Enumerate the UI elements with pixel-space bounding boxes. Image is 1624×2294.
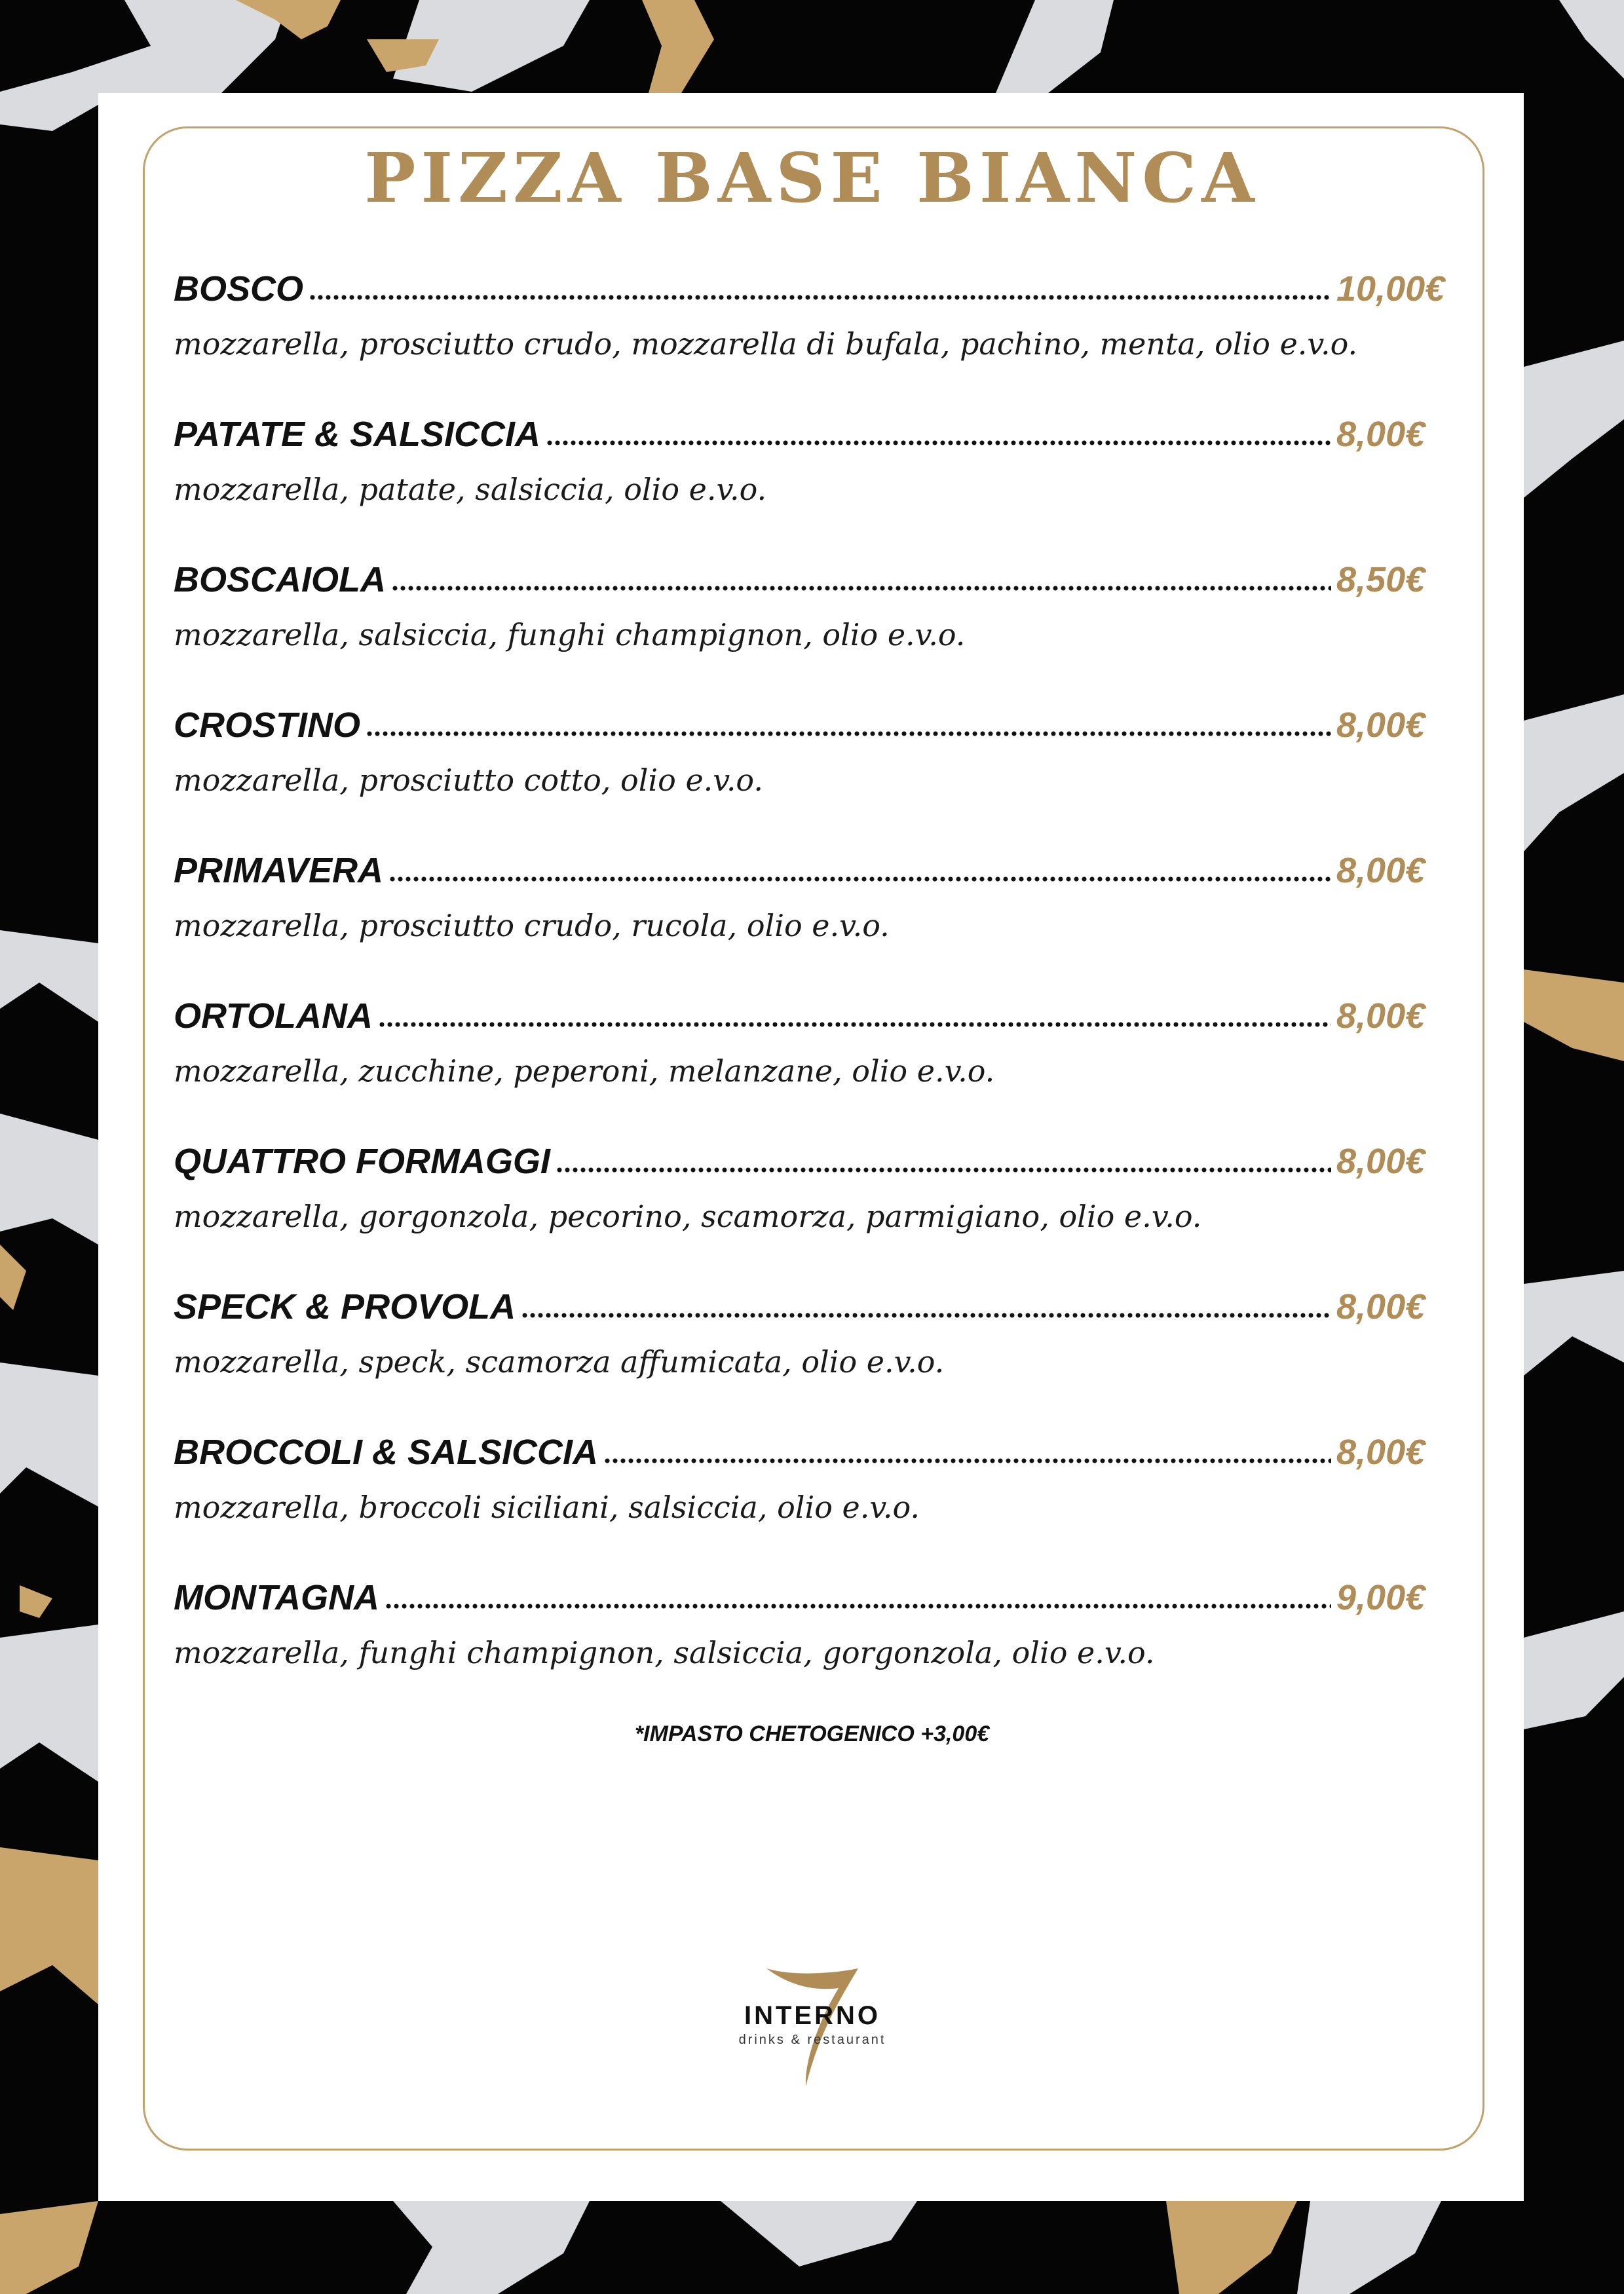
menu-item-name: QUATTRO FORMAGGI	[174, 1142, 550, 1181]
menu-item-price: 8,00€	[1336, 1287, 1426, 1326]
menu-item-name: BROCCOLI & SALSICCIA	[174, 1433, 598, 1472]
menu-item-row	[174, 1577, 1448, 1630]
menu-item-row	[174, 269, 1448, 321]
menu-item	[174, 1141, 1448, 1287]
restaurant-logo	[727, 1962, 897, 2093]
menu-item	[174, 269, 1448, 414]
menu-item-row	[174, 1287, 1448, 1339]
menu-item-row	[174, 850, 1448, 903]
menu-item	[174, 1432, 1448, 1577]
dot-leader	[391, 585, 1331, 592]
menu-item-name: BOSCAIOLA	[174, 560, 386, 599]
menu-item	[174, 705, 1448, 850]
menu-item-name: PATATE & SALSICCIA	[174, 415, 540, 454]
menu-item	[174, 996, 1448, 1141]
menu-item-name: PRIMAVERA	[174, 851, 384, 890]
menu-item-price: 8,00€	[1336, 705, 1426, 745]
menu-items	[174, 269, 1448, 1723]
logo-tagline: drinks & restaurant	[738, 2033, 886, 2047]
menu-item-name: BOSCO	[174, 269, 304, 309]
logo-name: INTERNO	[744, 2001, 880, 2030]
dot-leader	[603, 1457, 1331, 1464]
menu-item-row	[174, 996, 1448, 1048]
menu-item-description: mozzarella, salsiccia, funghi champignon, olio e.v.o.	[174, 617, 966, 652]
menu-item-description: mozzarella, patate, salsiccia, olio e.v.o.	[174, 472, 767, 507]
menu-item-row	[174, 559, 1448, 612]
menu-item-description: mozzarella, speck, scamorza affumicata, olio e.v.o.	[174, 1344, 945, 1380]
dot-leader	[556, 1167, 1331, 1173]
menu-item-description: mozzarella, prosciutto crudo, rucola, olio e.v.o.	[174, 908, 890, 943]
menu-item-price: 8,00€	[1336, 996, 1426, 1036]
menu-item-price: 8,00€	[1336, 1433, 1426, 1472]
dot-leader	[385, 1603, 1331, 1609]
menu-item-price: 9,00€	[1336, 1578, 1426, 1617]
menu-item-row	[174, 414, 1448, 466]
keto-dough-note: *IMPASTO CHETOGENICO +3,00€	[634, 1721, 990, 1746]
menu-item-price: 8,00€	[1336, 415, 1426, 454]
menu-item-price: 8,00€	[1336, 1142, 1426, 1181]
menu-item-price: 8,00€	[1336, 851, 1426, 890]
menu-item-row	[174, 1432, 1448, 1484]
menu-item-name: CROSTINO	[174, 705, 361, 745]
menu-item	[174, 414, 1448, 559]
menu-item-description: mozzarella, broccoli siciliani, salsiccia, olio e.v.o.	[174, 1490, 920, 1525]
menu-item-price: 8,50€	[1336, 560, 1426, 599]
menu-item	[174, 1287, 1448, 1432]
menu-item-description: mozzarella, gorgonzola, pecorino, scamorza, parmigiano, olio e.v.o.	[174, 1199, 1202, 1234]
menu-item	[174, 850, 1448, 996]
menu-item-description: mozzarella, prosciutto crudo, mozzarella di bufala, pachino, menta, olio e.v.o.	[174, 326, 1358, 362]
menu-item-price: 10,00€	[1336, 269, 1445, 309]
menu-item-description: mozzarella, prosciutto cotto, olio e.v.o.	[174, 762, 763, 798]
dot-leader	[388, 876, 1331, 882]
menu-item-description: mozzarella, zucchine, peperoni, melanzane, olio e.v.o.	[174, 1053, 995, 1089]
menu-item-name: SPECK & PROVOLA	[174, 1287, 516, 1326]
menu-item	[174, 1577, 1448, 1723]
menu-item-description: mozzarella, funghi champignon, salsiccia, gorgonzola, olio e.v.o.	[174, 1635, 1155, 1670]
menu-item-row	[174, 1141, 1448, 1194]
dot-leader	[309, 294, 1331, 301]
menu-item-name: ORTOLANA	[174, 996, 373, 1036]
menu-item	[174, 559, 1448, 705]
dot-leader	[378, 1021, 1331, 1028]
dot-leader	[366, 730, 1331, 737]
dot-leader	[546, 440, 1331, 446]
menu-title: PIZZA BASE BIANCA	[364, 138, 1260, 218]
menu-item-row	[174, 705, 1448, 757]
menu-item-name: MONTAGNA	[174, 1578, 379, 1617]
dot-leader	[521, 1312, 1331, 1319]
